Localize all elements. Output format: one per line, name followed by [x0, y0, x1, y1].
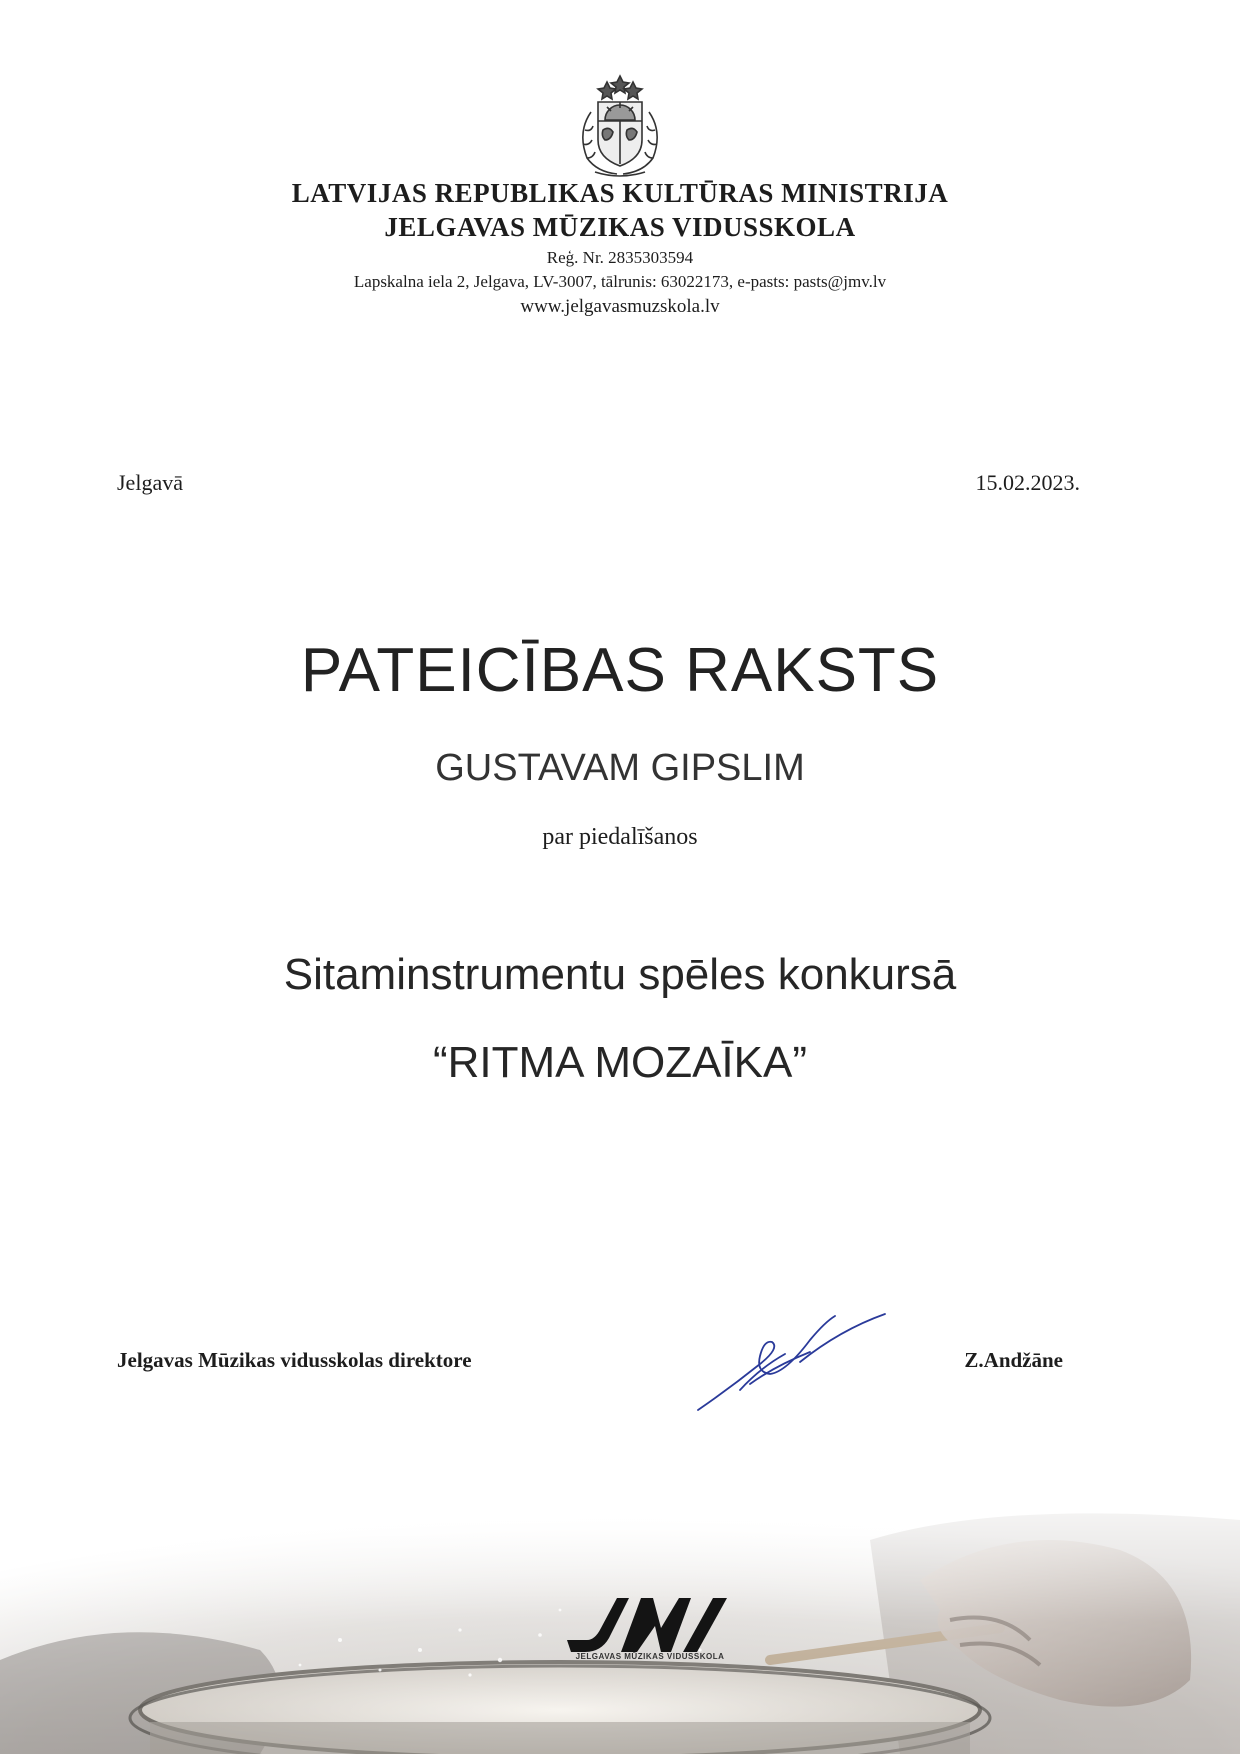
- place: Jelgavā: [117, 470, 183, 495]
- contest-description: Sitaminstrumentu spēles konkursā: [283, 950, 957, 999]
- logo-caption: JELGAVAS MŪZIKAS VIDUSSKOLA: [575, 1652, 725, 1661]
- participation-text: par piedalīšanos: [542, 824, 698, 850]
- jmv-logo-icon: [565, 1588, 740, 1678]
- certificate-title: PATEICĪBAS RAKSTS: [300, 636, 940, 705]
- recipient-name: GUSTAVAM GIPSLIM: [435, 747, 805, 789]
- contest-name: “RITMA MOZAĪKA”: [433, 1038, 807, 1087]
- school-name: JELGAVAS MŪZIKAS VIDUSSKOLA: [384, 212, 856, 242]
- ministry-name: LATVIJAS REPUBLIKAS KULTŪRAS MINISTRIJA: [291, 178, 949, 208]
- address-line: Lapskalna iela 2, Jelgava, LV-3007, tālrunis: 63022173, e-pasts: pasts@jmv.lv: [353, 272, 887, 291]
- registration-number: Reģ. Nr. 2835303594: [546, 248, 694, 267]
- signatory-role: Jelgavas Mūzikas vidusskolas direktore: [117, 1348, 472, 1372]
- date: 15.02.2023.: [975, 470, 1080, 495]
- coat-of-arms-icon: [565, 72, 675, 182]
- website-link[interactable]: www.jelgavasmuzskola.lv: [520, 296, 720, 317]
- handwritten-signature: [690, 1300, 890, 1415]
- signatory-name: Z.Andžāne: [964, 1348, 1063, 1372]
